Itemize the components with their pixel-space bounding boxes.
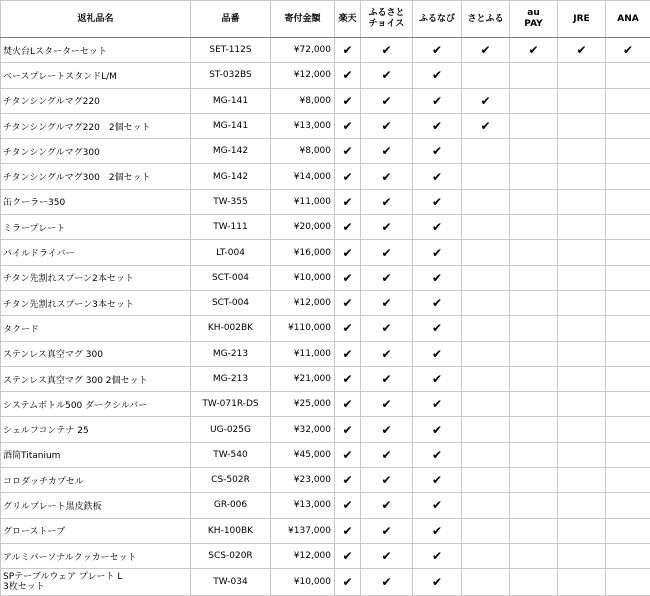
empty-cell	[510, 113, 558, 138]
item-name: 焚火台Lスターターセット	[1, 38, 191, 63]
empty-cell	[510, 543, 558, 568]
donation-amount: ¥12,000	[271, 543, 335, 568]
item-name: ミラープレート	[1, 215, 191, 240]
check-mark-icon: ✔	[413, 468, 462, 493]
donation-amount: ¥13,000	[271, 493, 335, 518]
empty-cell	[462, 164, 510, 189]
donation-amount: ¥12,000	[271, 63, 335, 88]
check-mark-icon: ✔	[413, 366, 462, 391]
empty-cell	[606, 543, 650, 568]
check-mark-icon: ✔	[335, 38, 361, 63]
table-row	[1, 38, 650, 63]
check-mark-icon: ✔	[335, 543, 361, 568]
empty-cell	[558, 569, 606, 596]
item-name: アルミパーソナルクッカーセット	[1, 543, 191, 568]
header-satofull: さとふる	[462, 1, 510, 38]
check-mark-icon: ✔	[510, 38, 558, 63]
empty-cell	[462, 139, 510, 164]
item-name: チタン先割れスプーン2本セット	[1, 265, 191, 290]
empty-cell	[606, 240, 650, 265]
empty-cell	[606, 139, 650, 164]
empty-cell	[606, 164, 650, 189]
empty-cell	[462, 493, 510, 518]
donation-amount: ¥32,000	[271, 417, 335, 442]
item-code: ST-032BS	[191, 63, 271, 88]
donation-amount: ¥72,000	[271, 38, 335, 63]
check-mark-icon: ✔	[413, 113, 462, 138]
item-name: タクード	[1, 316, 191, 341]
empty-cell	[606, 63, 650, 88]
check-mark-icon: ✔	[413, 215, 462, 240]
empty-cell	[558, 316, 606, 341]
table-row	[1, 493, 650, 518]
empty-cell	[510, 63, 558, 88]
item-name: チタンシングルマグ220 2個セット	[1, 113, 191, 138]
check-mark-icon: ✔	[335, 569, 361, 596]
header-furunavi: ふるなび	[413, 1, 462, 38]
item-name: SPテーブルウェア プレート L 3枚セット	[1, 569, 191, 596]
item-code: MG-142	[191, 164, 271, 189]
header-jre: JRE	[558, 1, 606, 38]
empty-cell	[606, 366, 650, 391]
header-furusato-choice: ふるさと チョイス	[361, 1, 413, 38]
item-name: チタンシングルマグ220	[1, 88, 191, 113]
empty-cell	[462, 392, 510, 417]
item-name: グローストーブ	[1, 518, 191, 543]
empty-cell	[558, 240, 606, 265]
table-row	[1, 366, 650, 391]
item-code: SCS-020R	[191, 543, 271, 568]
check-mark-icon: ✔	[606, 38, 650, 63]
empty-cell	[558, 290, 606, 315]
item-code: TW-034	[191, 569, 271, 596]
check-mark-icon: ✔	[413, 265, 462, 290]
check-mark-icon: ✔	[335, 88, 361, 113]
table-row	[1, 417, 650, 442]
empty-cell	[510, 366, 558, 391]
check-mark-icon: ✔	[413, 164, 462, 189]
empty-cell	[558, 543, 606, 568]
header-ana: ANA	[606, 1, 650, 38]
check-mark-icon: ✔	[413, 569, 462, 596]
check-mark-icon: ✔	[361, 164, 413, 189]
check-mark-icon: ✔	[413, 139, 462, 164]
check-mark-icon: ✔	[413, 392, 462, 417]
empty-cell	[558, 88, 606, 113]
donation-amount: ¥11,000	[271, 189, 335, 214]
check-mark-icon: ✔	[335, 518, 361, 543]
empty-cell	[510, 139, 558, 164]
item-name: パイルドライバー	[1, 240, 191, 265]
check-mark-icon: ✔	[361, 240, 413, 265]
empty-cell	[606, 215, 650, 240]
empty-cell	[462, 543, 510, 568]
empty-cell	[510, 265, 558, 290]
check-mark-icon: ✔	[361, 215, 413, 240]
donation-amount: ¥45,000	[271, 442, 335, 467]
donation-amount: ¥12,000	[271, 290, 335, 315]
empty-cell	[606, 392, 650, 417]
item-code: GR-006	[191, 493, 271, 518]
check-mark-icon: ✔	[335, 113, 361, 138]
empty-cell	[606, 569, 650, 596]
check-mark-icon: ✔	[413, 518, 462, 543]
check-mark-icon: ✔	[413, 88, 462, 113]
item-name: ベースプレートスタンドL/M	[1, 63, 191, 88]
item-code: TW-540	[191, 442, 271, 467]
check-mark-icon: ✔	[335, 493, 361, 518]
table-row	[1, 265, 650, 290]
item-code: CS-502R	[191, 468, 271, 493]
item-code: SCT-004	[191, 290, 271, 315]
empty-cell	[462, 265, 510, 290]
empty-cell	[510, 88, 558, 113]
empty-cell	[510, 442, 558, 467]
empty-cell	[606, 113, 650, 138]
item-name: シェルフコンテナ 25	[1, 417, 191, 442]
check-mark-icon: ✔	[413, 189, 462, 214]
empty-cell	[558, 139, 606, 164]
empty-cell	[510, 290, 558, 315]
check-mark-icon: ✔	[335, 189, 361, 214]
check-mark-icon: ✔	[335, 341, 361, 366]
empty-cell	[462, 518, 510, 543]
check-mark-icon: ✔	[335, 442, 361, 467]
empty-cell	[606, 493, 650, 518]
empty-cell	[462, 468, 510, 493]
check-mark-icon: ✔	[462, 38, 510, 63]
donation-amount: ¥20,000	[271, 215, 335, 240]
empty-cell	[462, 569, 510, 596]
empty-cell	[558, 113, 606, 138]
check-mark-icon: ✔	[335, 316, 361, 341]
table-row	[1, 189, 650, 214]
item-code: KH-100BK	[191, 518, 271, 543]
item-code: UG-025G	[191, 417, 271, 442]
check-mark-icon: ✔	[413, 38, 462, 63]
table-row	[1, 240, 650, 265]
check-mark-icon: ✔	[361, 265, 413, 290]
item-name: ステンレス真空マグ 300 2個セット	[1, 366, 191, 391]
table-row	[1, 442, 650, 467]
item-code: SCT-004	[191, 265, 271, 290]
empty-cell	[462, 189, 510, 214]
table-row	[1, 88, 650, 113]
item-code: KH-002BK	[191, 316, 271, 341]
donation-amount: ¥8,000	[271, 139, 335, 164]
donation-amount: ¥23,000	[271, 468, 335, 493]
item-code: TW-111	[191, 215, 271, 240]
check-mark-icon: ✔	[361, 316, 413, 341]
check-mark-icon: ✔	[413, 442, 462, 467]
empty-cell	[558, 392, 606, 417]
check-mark-icon: ✔	[361, 518, 413, 543]
table-row	[1, 468, 650, 493]
check-mark-icon: ✔	[335, 164, 361, 189]
check-mark-icon: ✔	[361, 38, 413, 63]
check-mark-icon: ✔	[413, 341, 462, 366]
empty-cell	[558, 518, 606, 543]
table-body	[1, 38, 650, 596]
item-name: システムボトル500 ダークシルバー	[1, 392, 191, 417]
check-mark-icon: ✔	[413, 493, 462, 518]
table-row	[1, 139, 650, 164]
item-name: グリルプレート黒皮鉄板	[1, 493, 191, 518]
item-code: TW-071R-DS	[191, 392, 271, 417]
empty-cell	[510, 569, 558, 596]
empty-cell	[606, 442, 650, 467]
check-mark-icon: ✔	[335, 240, 361, 265]
check-mark-icon: ✔	[558, 38, 606, 63]
check-mark-icon: ✔	[413, 290, 462, 315]
check-mark-icon: ✔	[361, 392, 413, 417]
check-mark-icon: ✔	[335, 468, 361, 493]
check-mark-icon: ✔	[335, 417, 361, 442]
check-mark-icon: ✔	[361, 493, 413, 518]
item-name: コロダッチカプセル	[1, 468, 191, 493]
donation-amount: ¥10,000	[271, 569, 335, 596]
table-row	[1, 392, 650, 417]
empty-cell	[558, 417, 606, 442]
table-header	[1, 1, 650, 38]
empty-cell	[510, 316, 558, 341]
check-mark-icon: ✔	[361, 366, 413, 391]
empty-cell	[462, 341, 510, 366]
table-row	[1, 290, 650, 315]
check-mark-icon: ✔	[361, 341, 413, 366]
check-mark-icon: ✔	[361, 290, 413, 315]
empty-cell	[462, 215, 510, 240]
empty-cell	[462, 290, 510, 315]
check-mark-icon: ✔	[361, 63, 413, 88]
empty-cell	[558, 442, 606, 467]
header-rakuten: 楽天	[335, 1, 361, 38]
header-item-name: 返礼品名	[1, 1, 191, 38]
item-name: チタンシングルマグ300	[1, 139, 191, 164]
header-au-pay: au PAY	[510, 1, 558, 38]
empty-cell	[462, 316, 510, 341]
empty-cell	[558, 265, 606, 290]
item-code: MG-213	[191, 341, 271, 366]
empty-cell	[462, 417, 510, 442]
donation-amount: ¥110,000	[271, 316, 335, 341]
empty-cell	[558, 468, 606, 493]
empty-cell	[606, 265, 650, 290]
check-mark-icon: ✔	[335, 290, 361, 315]
item-code: MG-141	[191, 88, 271, 113]
empty-cell	[606, 468, 650, 493]
item-code: MG-141	[191, 113, 271, 138]
check-mark-icon: ✔	[361, 139, 413, 164]
donation-amount: ¥11,000	[271, 341, 335, 366]
empty-cell	[510, 341, 558, 366]
donation-amount: ¥14,000	[271, 164, 335, 189]
empty-cell	[462, 366, 510, 391]
donation-amount: ¥21,000	[271, 366, 335, 391]
empty-cell	[510, 240, 558, 265]
check-mark-icon: ✔	[361, 189, 413, 214]
item-name: チタン先割れスプーン3本セット	[1, 290, 191, 315]
table-row	[1, 113, 650, 138]
donation-amount: ¥25,000	[271, 392, 335, 417]
table-row	[1, 543, 650, 568]
donation-amount: ¥13,000	[271, 113, 335, 138]
empty-cell	[606, 417, 650, 442]
check-mark-icon: ✔	[361, 417, 413, 442]
check-mark-icon: ✔	[462, 88, 510, 113]
item-name: ステンレス真空マグ 300	[1, 341, 191, 366]
check-mark-icon: ✔	[413, 417, 462, 442]
table-row	[1, 518, 650, 543]
table-row	[1, 569, 650, 596]
table-row	[1, 316, 650, 341]
empty-cell	[510, 164, 558, 189]
check-mark-icon: ✔	[335, 392, 361, 417]
empty-cell	[558, 366, 606, 391]
check-mark-icon: ✔	[361, 543, 413, 568]
check-mark-icon: ✔	[361, 88, 413, 113]
check-mark-icon: ✔	[413, 63, 462, 88]
check-mark-icon: ✔	[335, 139, 361, 164]
check-mark-icon: ✔	[335, 215, 361, 240]
empty-cell	[510, 189, 558, 214]
empty-cell	[606, 341, 650, 366]
empty-cell	[510, 493, 558, 518]
check-mark-icon: ✔	[361, 442, 413, 467]
item-code: SET-112S	[191, 38, 271, 63]
donation-amount: ¥8,000	[271, 88, 335, 113]
empty-cell	[558, 341, 606, 366]
table-row	[1, 341, 650, 366]
empty-cell	[558, 63, 606, 88]
empty-cell	[558, 189, 606, 214]
empty-cell	[510, 392, 558, 417]
item-code: MG-142	[191, 139, 271, 164]
empty-cell	[606, 518, 650, 543]
empty-cell	[510, 215, 558, 240]
check-mark-icon: ✔	[361, 113, 413, 138]
empty-cell	[558, 164, 606, 189]
donation-amount: ¥10,000	[271, 265, 335, 290]
check-mark-icon: ✔	[335, 63, 361, 88]
check-mark-icon: ✔	[335, 366, 361, 391]
check-mark-icon: ✔	[361, 468, 413, 493]
empty-cell	[510, 468, 558, 493]
empty-cell	[462, 63, 510, 88]
donation-amount: ¥16,000	[271, 240, 335, 265]
check-mark-icon: ✔	[462, 113, 510, 138]
empty-cell	[558, 215, 606, 240]
item-name: 酒筒Titanium	[1, 442, 191, 467]
empty-cell	[606, 316, 650, 341]
table-row	[1, 164, 650, 189]
item-name: 缶クーラー350	[1, 189, 191, 214]
check-mark-icon: ✔	[413, 240, 462, 265]
header-item-code: 品番	[191, 1, 271, 38]
table-row	[1, 215, 650, 240]
item-code: TW-355	[191, 189, 271, 214]
empty-cell	[606, 189, 650, 214]
table-row	[1, 63, 650, 88]
donation-amount: ¥137,000	[271, 518, 335, 543]
check-mark-icon: ✔	[335, 265, 361, 290]
empty-cell	[606, 290, 650, 315]
check-mark-icon: ✔	[361, 569, 413, 596]
empty-cell	[606, 88, 650, 113]
empty-cell	[510, 518, 558, 543]
empty-cell	[558, 493, 606, 518]
item-code: LT-004	[191, 240, 271, 265]
header-donation-amount: 寄付金額	[271, 1, 335, 38]
item-name: チタンシングルマグ300 2個セット	[1, 164, 191, 189]
empty-cell	[462, 240, 510, 265]
item-code: MG-213	[191, 366, 271, 391]
check-mark-icon: ✔	[413, 543, 462, 568]
empty-cell	[462, 442, 510, 467]
check-mark-icon: ✔	[413, 316, 462, 341]
empty-cell	[510, 417, 558, 442]
